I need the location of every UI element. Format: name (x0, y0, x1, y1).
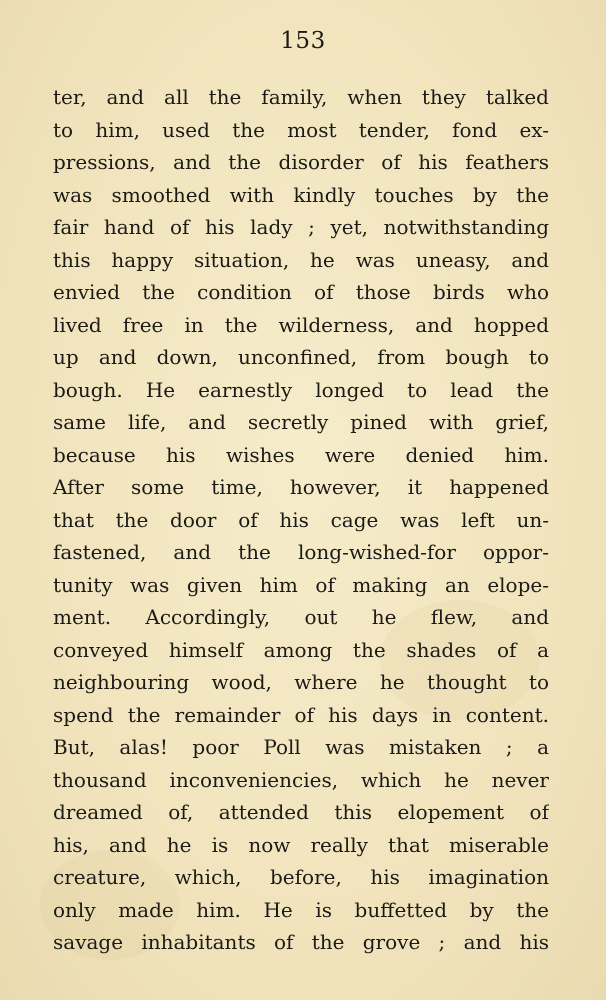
text-line: this happy situation, he was uneasy, and (53, 247, 549, 272)
text-line: tunity was given him of making an elope- (53, 572, 549, 597)
text-line: envied the condition of those birds who (53, 280, 549, 304)
text-line: creature, which, before, his imagination (53, 865, 549, 889)
text-line: because his wishes were denied him. (53, 442, 549, 467)
text-line: ment. Accordingly, out he flew, and (53, 605, 549, 629)
text-line: was smoothed with kindly touches by the (53, 182, 549, 207)
text-line: same life, and secretly pined with grief, (53, 410, 549, 434)
text-line: neighbouring wood, where he thought to (53, 670, 549, 694)
body-text (53, 81, 549, 959)
text-line: fair hand of his lady ; yet, notwithstanding (53, 215, 549, 239)
text-line: ter, and all the family, when they talked (53, 85, 549, 109)
text-line: savage inhabitants of the grove ; and his (53, 930, 549, 954)
text-line: up and down, unconfined, from bough to (53, 345, 549, 369)
text-line: fastened, and the long-wished-for oppor- (53, 540, 549, 564)
text-line: After some time, however, it happened (53, 475, 549, 499)
text-line: spend the remainder of his days in content. (53, 702, 549, 727)
text-line: lived free in the wilderness, and hopped (53, 312, 549, 337)
text-line: But, alas! poor Poll was mistaken ; a (53, 735, 549, 759)
text-line: bough. He earnestly longed to lead the (53, 377, 549, 402)
text-line: thousand inconveniencies, which he never (53, 767, 549, 792)
text-line: dreamed of, attended this elopement of (53, 800, 549, 824)
text-line: only made him. He is buffetted by the (53, 897, 549, 922)
text-line: conveyed himself among the shades of a (53, 637, 549, 662)
text-line: that the door of his cage was left un- (53, 507, 549, 532)
text-line: to him, used the most tender, fond ex- (53, 117, 549, 142)
text-line: his, and he is now really that miserable (53, 832, 549, 857)
text-line: pressions, and the disorder of his feathers (53, 150, 549, 174)
page-number: 153 (280, 28, 326, 54)
